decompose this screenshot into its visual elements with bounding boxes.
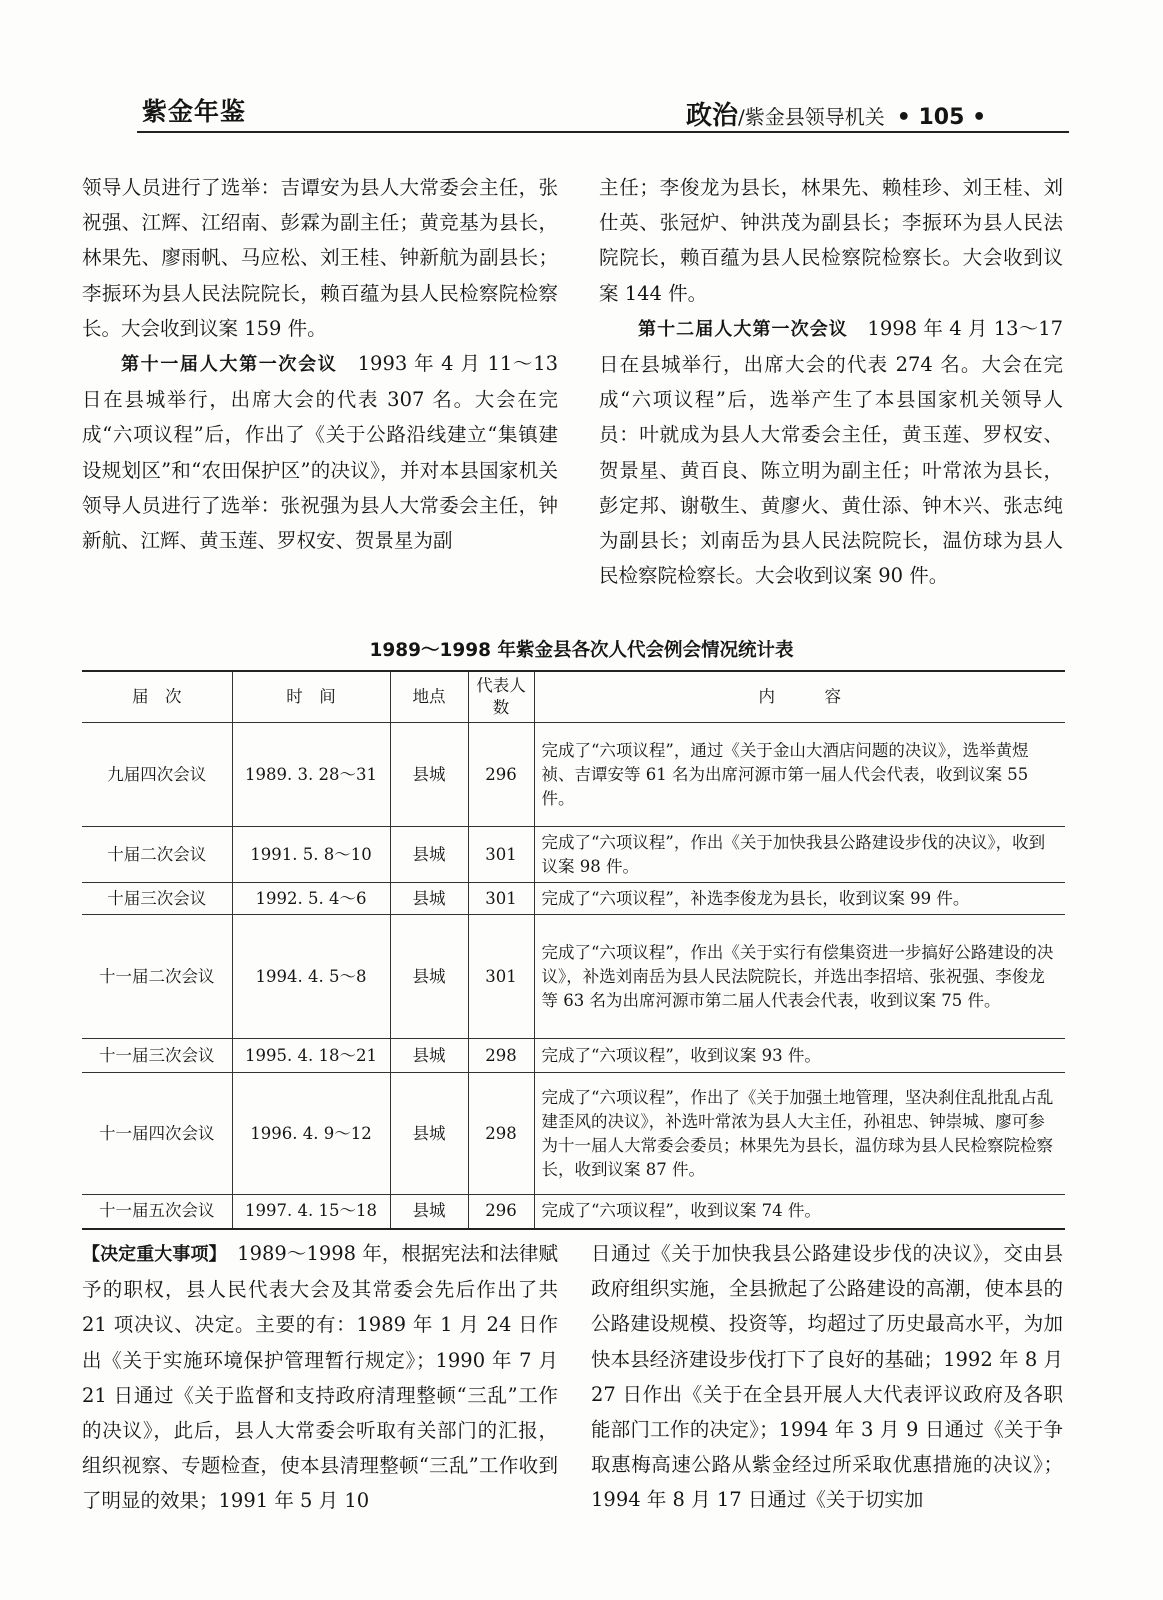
- header-time: 时 间: [232, 671, 390, 723]
- session-heading: 第十一届人大第一次会议: [121, 354, 338, 376]
- cell-place: 县城: [390, 915, 468, 1039]
- cell-session: 九届四次会议: [82, 723, 232, 827]
- session-heading: 第十二届人大第一次会议: [638, 318, 848, 340]
- paragraph: 领导人员进行了选举：吉谭安为县人大常委会主任，张祝强、江辉、江绍南、彭霖为副主任；黄竞基为县长，林果先、廖雨帆、马应松、刘王桂、钟新航为副县长；李振环为县人民法院院长，赖百蕴为县人民检察院检察长。大会收到议案 159 件。: [82, 176, 558, 340]
- cell-time: 1995. 4. 18～21: [232, 1039, 390, 1073]
- cell-place: 县城: [390, 883, 468, 915]
- header-place: 地点: [390, 671, 468, 723]
- cell-delegates: 301: [468, 883, 534, 915]
- cell-content: 完成了“六项议程”，通过《关于金山大酒店问题的决议》，选举黄煜祯、吉谭安等 61 名为出席河源市第一届人代会代表，收到议案 55 件。: [534, 723, 1065, 827]
- table-row: [82, 827, 1065, 883]
- session-stats-table: [82, 670, 1065, 1230]
- cell-delegates: 296: [468, 723, 534, 827]
- text-column-left-top: [82, 170, 558, 558]
- table-row: [82, 1073, 1065, 1195]
- cell-time: 1992. 5. 4～6: [232, 883, 390, 915]
- text-column-right-bottom: [591, 1236, 1063, 1518]
- cell-time: 1991. 5. 8～10: [232, 827, 390, 883]
- cell-session: 十一届四次会议: [82, 1073, 232, 1195]
- cell-delegates: 301: [468, 915, 534, 1039]
- text-column-left-bottom: [82, 1236, 558, 1519]
- cell-content: 完成了“六项议程”，作出《关于加快我县公路建设步伐的决议》，收到议案 98 件。: [534, 827, 1065, 883]
- cell-content: 完成了“六项议程”，收到议案 74 件。: [534, 1195, 1065, 1229]
- header-content: 内 容: [534, 671, 1065, 723]
- table-row: [82, 883, 1065, 915]
- cell-session: 十届二次会议: [82, 827, 232, 883]
- table-row: [82, 1039, 1065, 1073]
- cell-time: 1989. 3. 28～31: [232, 723, 390, 827]
- section-title: 政治: [686, 101, 739, 131]
- cell-time: 1996. 4. 9～12: [232, 1073, 390, 1195]
- page-number: • 105 •: [896, 105, 987, 130]
- paragraph: [599, 311, 1063, 594]
- header-rule: [137, 131, 1069, 133]
- cell-place: 县城: [390, 827, 468, 883]
- paragraph: [82, 346, 558, 558]
- cell-place: 县城: [390, 723, 468, 827]
- cell-session: 十一届三次会议: [82, 1039, 232, 1073]
- cell-place: 县城: [390, 1073, 468, 1195]
- cell-content: 完成了“六项议程”，作出了《关于加强土地管理，坚决刹住乱批乱占乱建歪风的决议》，补选叶常浓为县人大主任，孙祖忠、钟崇城、廖可参为十一届人大常委会委员；林果先为县长，温仿球为县人民检察院检察长，收到议案 87 件。: [534, 1073, 1065, 1195]
- table-title: 1989～1998 年紫金县各次人代会例会情况统计表: [369, 640, 794, 661]
- cell-place: 县城: [390, 1039, 468, 1073]
- subsection-title: /紫金县领导机关: [738, 105, 885, 129]
- cell-content: 完成了“六项议程”，作出《关于实行有偿集资进一步搞好公路建设的决议》，补选刘南岳为县人民法院院长，并选出李招培、张祝强、李俊龙等 63 名为出席河源市第二届人代表会代表，收到议案 75 件。: [534, 915, 1065, 1039]
- cell-delegates: 301: [468, 827, 534, 883]
- cell-time: 1997. 4. 15～18: [232, 1195, 390, 1229]
- paragraph-text: 1989～1998 年，根据宪法和法律赋予的职权，县人民代表大会及其常委会先后作出了共 21 项决议、决定。主要的有：1989 年 1 月 24 日作出《关于实施环境保护管理暂行规定》；1990 年 7 月 21 日通过《关于监督和支持政府清理整顿“三乱”工作的决议》，此后，县人大常委会听取有关部门的汇报，组织视察、专题检查，使本县清理整顿“三乱”工作收到了明显的效果；1991 年 5 月 10: [82, 1242, 559, 1513]
- cell-time: 1994. 4. 5～8: [232, 915, 390, 1039]
- cell-session: 十届三次会议: [82, 883, 232, 915]
- table-row: [82, 723, 1065, 827]
- paragraph-text: 1998 年 4 月 13～17 日在县城举行，出席大会的代表 274 名。大会在完成“六项议程”后，选举产生了本县国家机关领导人员：叶就成为县人大常委会主任，黄玉莲、罗权安、贺景星、黄百良、陈立明为副主任；叶常浓为县长，彭定邦、谢敬生、黄廖火、黄仕添、钟木兴、张志纯为副县长；刘南岳为县人民法院院长，温仿球为县人民检察院检察长。大会收到议案 90 件。: [599, 316, 1064, 588]
- paragraph: 日通过《关于加快我县公路建设步伐的决议》，交由县政府组织实施，全县掀起了公路建设的高潮，使本县的公路建设规模、投资等，均超过了历史最高水平，为加快本县经济建设步伐打下了良好的基础；1992 年 8 月 27 日作出《关于在全县开展人大代表评议政府及各职能部门工作的决定》；1994 年 3 月 9 日通过《关于争取惠梅高速公路从紫金经过所采取优惠措施的决议》；1994 年 8 月 17 日通过《关于切实加: [591, 1242, 1063, 1512]
- cell-content: 完成了“六项议程”，补选李俊龙为县长，收到议案 99 件。: [534, 883, 1065, 915]
- text-column-right-top: [599, 170, 1063, 593]
- cell-content: 完成了“六项议程”，收到议案 93 件。: [534, 1039, 1065, 1073]
- cell-session: 十一届五次会议: [82, 1195, 232, 1229]
- book-title: 紫金年鉴: [142, 97, 247, 126]
- paragraph-text: 1993 年 4 月 11～13 日在县城举行，出席大会的代表 307 名。大会在完成“六项议程”后，作出了《关于公路沿线建立“集镇建设规划区”和“农田保护区”的决议》，并对本县国家机关领导人员进行了选举：张祝强为县人大常委会主任，钟新航、江辉、黄玉莲、罗权安、贺景星为副: [82, 352, 559, 553]
- cell-session: 十一届二次会议: [82, 915, 232, 1039]
- table-row: [82, 1195, 1065, 1229]
- running-head: [686, 95, 986, 132]
- cell-delegates: 298: [468, 1073, 534, 1195]
- table-header-row: [82, 671, 1065, 723]
- header-delegates: 代表人数: [468, 671, 534, 723]
- table-row: [82, 915, 1065, 1039]
- cell-delegates: 298: [468, 1039, 534, 1073]
- header-session: 届 次: [82, 671, 232, 723]
- paragraph: [82, 1236, 558, 1519]
- cell-delegates: 296: [468, 1195, 534, 1229]
- section-heading: 【决定重大事项】: [82, 1244, 218, 1265]
- cell-place: 县城: [390, 1195, 468, 1229]
- paragraph: 主任；李俊龙为县长，林果先、赖桂珍、刘王桂、刘仕英、张冠炉、钟洪茂为副县长；李振环为县人民法院院长，赖百蕴为县人民检察院检察长。大会收到议案 144 件。: [599, 176, 1063, 305]
